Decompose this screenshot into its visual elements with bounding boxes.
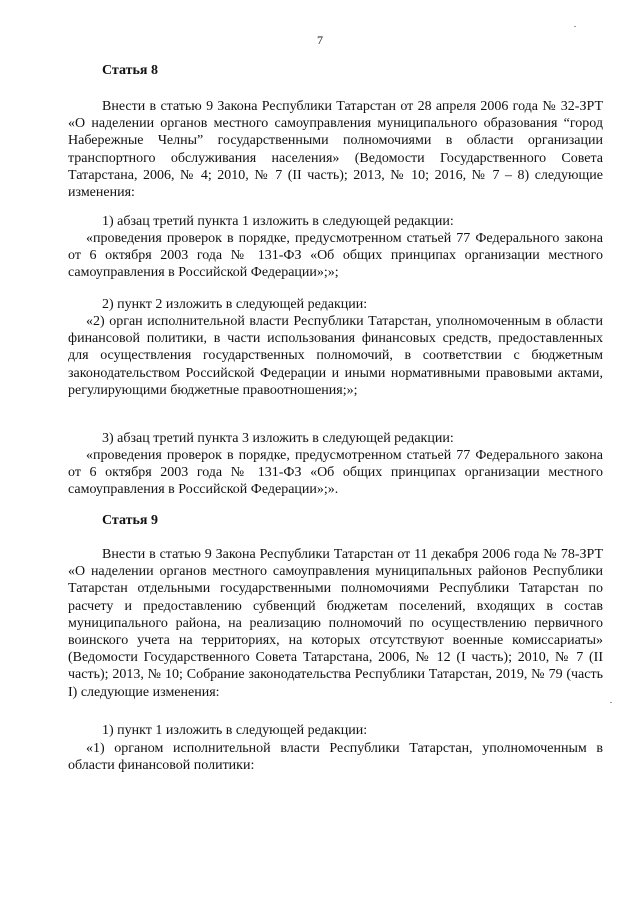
article-8-item-3-heading: 3) абзац третий пункта 3 изложить в следующей редакции: [102, 431, 454, 446]
scan-speck [574, 26, 576, 27]
article-9-item-1-heading: 1) пункт 1 изложить в следующей редакции: [102, 723, 368, 738]
article-8-intro: Внести в статью 9 Закона Республики Татарстан от 28 апреля 2006 года № 32-ЗРТ «О наделении органов местного самоуправления муниципального образования “город Набережные Челны” государственными полномочиями в области организации транспортного обслуживания населения» (Ведомости Государственного Совета Татарстана, 2006, № 4; 2010, № 7 (II часть); 2013, № 10; 2016, № 7 – 8) следующие изменения: [68, 99, 603, 201]
article-8-item-3-text: «проведения проверок в порядке, предусмотренном статьей 77 Федерального закона от 6 октября 2003 года № 131-ФЗ «Об общих принципах организации местного самоуправления в Российской Федерации»;». [68, 448, 603, 498]
scan-speck [610, 702, 612, 703]
page-number: 7 [317, 33, 323, 47]
article-8-item-1-heading: 1) абзац третий пункта 1 изложить в следующей редакции: [102, 214, 454, 229]
article-8-title: Статья 8 [102, 63, 158, 78]
article-9-intro: Внести в статью 9 Закона Республики Татарстан от 11 декабря 2006 года № 78-ЗРТ «О наделении органов местного самоуправления муниципальных районов Республики Татарстан отдельными государственными полномочиями Республики Татарстан по расчету и предоставлению субвенций бюджетам поселений, входящих в состав муниципального района, на реализацию полномочий по осуществлению первичного воинского учета на территориях, на которых отсутствуют военные комиссариаты» (Ведомости Государственного Совета Татарстана, 2006, № 12 (I часть); 2010, № 7 (II часть); 2013, № 10; Собрание законодательства Республики Татарстан, 2019, № 79 (часть I) следующие изменения: [68, 547, 603, 700]
article-9-title: Статья 9 [102, 513, 158, 528]
article-8-item-2-text: «2) орган исполнительной власти Республики Татарстан, уполномоченным в области финансовой политики, в части использования финансовых средств, предоставленных для осуществления государственных полномочий, в соответствии с бюджетным законодательством Российской Федерации и иными нормативными правовыми актами, регулирующими бюджетные правоотношения;»; [68, 314, 603, 398]
article-8-item-1-text: «проведения проверок в порядке, предусмотренном статьей 77 Федерального закона от 6 октября 2003 года № 131-ФЗ «Об общих принципах организации местного самоуправления в Российской Федерации»;»; [68, 231, 603, 281]
article-8-item-2-heading: 2) пункт 2 изложить в следующей редакции: [102, 297, 368, 312]
article-9-item-1-text: «1) органом исполнительной власти Республики Татарстан, уполномоченным в области финансовой политики: [68, 741, 603, 774]
